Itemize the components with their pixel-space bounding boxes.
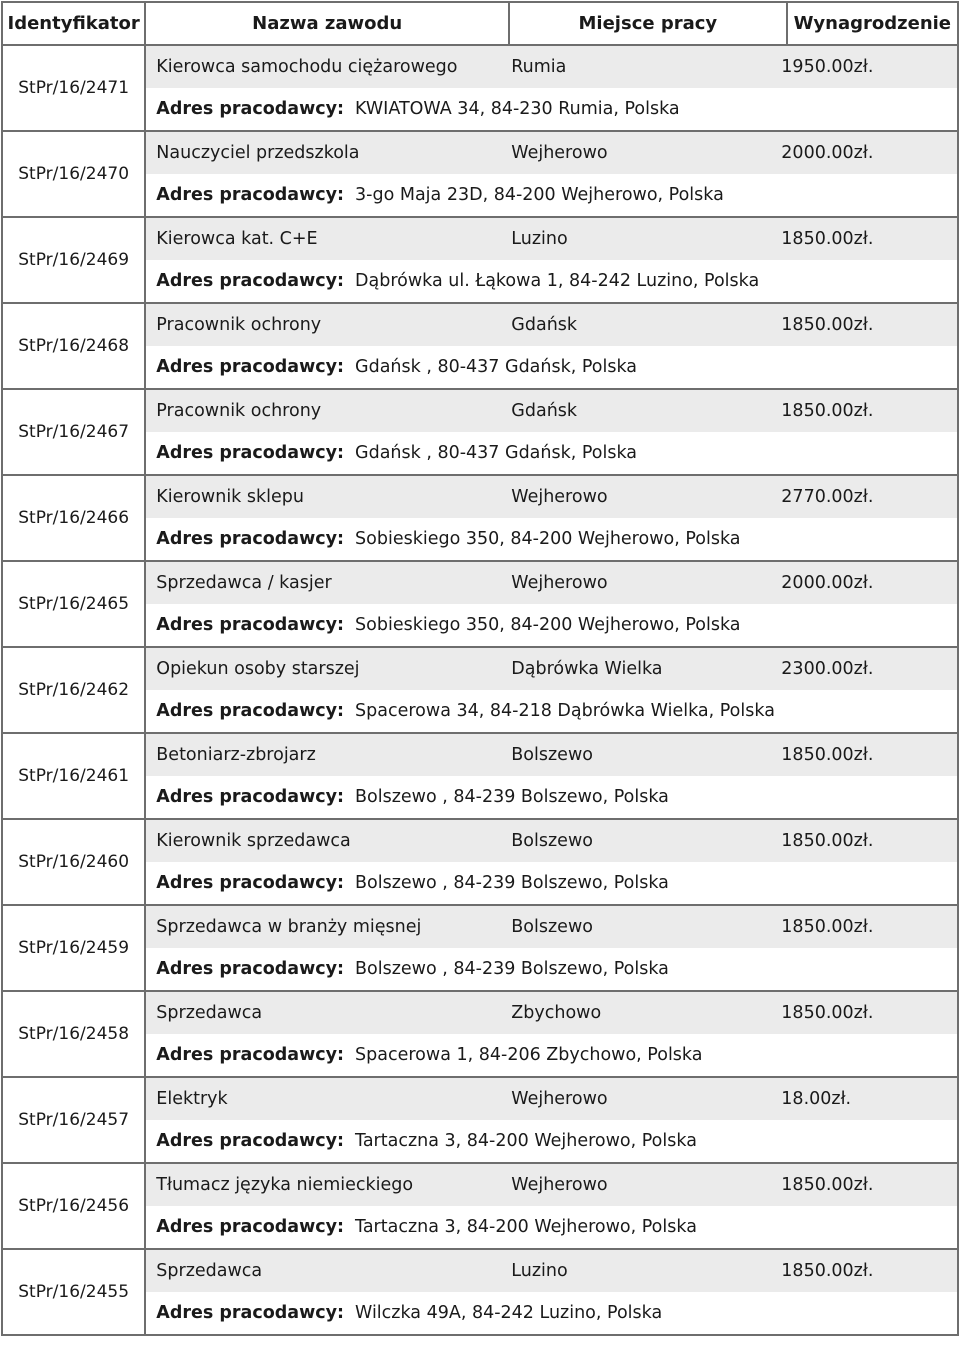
employer-address-line <box>146 432 957 474</box>
workplace: Bolszewo <box>511 831 593 851</box>
row-identifier: StPr/16/2467 <box>2 389 145 475</box>
employer-address: Spacerowa 1, 84-206 Zbychowo, Polska <box>355 1045 703 1065</box>
employer-address-label: Adres pracodawcy: <box>156 1131 345 1151</box>
job-record <box>145 389 958 475</box>
employer-address: Bolszewo , 84-239 Bolszewo, Polska <box>355 787 669 807</box>
row-identifier: StPr/16/2458 <box>2 991 145 1077</box>
header-salary: Wynagrodzenie <box>787 2 958 45</box>
table-row <box>2 217 958 303</box>
job-details-line <box>146 390 957 432</box>
salary: 2300.00zł. <box>781 659 874 679</box>
row-identifier: StPr/16/2459 <box>2 905 145 991</box>
table-row <box>2 991 958 1077</box>
workplace: Dąbrówka Wielka <box>511 659 663 679</box>
salary: 1850.00zł. <box>781 401 874 421</box>
employer-address-label: Adres pracodawcy: <box>156 1217 345 1237</box>
job-record <box>145 905 958 991</box>
workplace: Wejherowo <box>511 573 608 593</box>
job-record <box>145 1163 958 1249</box>
workplace: Wejherowo <box>511 1175 608 1195</box>
row-identifier: StPr/16/2461 <box>2 733 145 819</box>
job-name: Sprzedawca <box>156 1003 263 1023</box>
employer-address-line <box>146 690 957 732</box>
employer-address-line <box>146 1034 957 1076</box>
table-row <box>2 475 958 561</box>
table-row <box>2 1163 958 1249</box>
employer-address: Spacerowa 34, 84-218 Dąbrówka Wielka, Polska <box>355 701 775 721</box>
job-name: Kierownik sklepu <box>156 487 304 507</box>
salary: 1850.00zł. <box>781 831 874 851</box>
workplace: Rumia <box>511 57 567 77</box>
workplace: Zbychowo <box>511 1003 602 1023</box>
job-record <box>145 647 958 733</box>
row-identifier: StPr/16/2466 <box>2 475 145 561</box>
employer-address-line <box>146 1206 957 1248</box>
salary: 1850.00zł. <box>781 745 874 765</box>
workplace: Wejherowo <box>511 487 608 507</box>
job-record <box>145 475 958 561</box>
employer-address-label: Adres pracodawcy: <box>156 529 345 549</box>
job-details-line <box>146 46 957 88</box>
table-row <box>2 819 958 905</box>
salary: 2770.00zł. <box>781 487 874 507</box>
employer-address-line <box>146 1120 957 1162</box>
row-identifier: StPr/16/2471 <box>2 45 145 131</box>
job-details-line <box>146 1078 957 1120</box>
job-details-line <box>146 476 957 518</box>
row-identifier: StPr/16/2469 <box>2 217 145 303</box>
table-row <box>2 905 958 991</box>
workplace: Bolszewo <box>511 745 593 765</box>
workplace: Gdańsk <box>511 401 578 421</box>
row-identifier: StPr/16/2462 <box>2 647 145 733</box>
employer-address-line <box>146 174 957 216</box>
employer-address: Bolszewo , 84-239 Bolszewo, Polska <box>355 959 669 979</box>
job-record <box>145 819 958 905</box>
employer-address-line <box>146 604 957 646</box>
employer-address-line <box>146 518 957 560</box>
employer-address-line <box>146 776 957 818</box>
job-details-line <box>146 1164 957 1206</box>
salary: 2000.00zł. <box>781 143 874 163</box>
job-record <box>145 991 958 1077</box>
table-row <box>2 1249 958 1335</box>
table-row <box>2 131 958 217</box>
job-name: Nauczyciel przedszkola <box>156 143 360 163</box>
salary: 1850.00zł. <box>781 1003 874 1023</box>
employer-address-label: Adres pracodawcy: <box>156 1303 345 1323</box>
job-name: Sprzedawca <box>156 1261 263 1281</box>
employer-address: Tartaczna 3, 84-200 Wejherowo, Polska <box>355 1131 697 1151</box>
employer-address: Sobieskiego 350, 84-200 Wejherowo, Polska <box>355 615 741 635</box>
job-name: Kierowca samochodu ciężarowego <box>156 57 458 77</box>
job-details-line <box>146 562 957 604</box>
job-details-line <box>146 304 957 346</box>
job-name: Opiekun osoby starszej <box>156 659 360 679</box>
employer-address-label: Adres pracodawcy: <box>156 873 345 893</box>
job-name: Tłumacz języka niemieckiego <box>156 1175 414 1195</box>
row-identifier: StPr/16/2460 <box>2 819 145 905</box>
employer-address-line <box>146 260 957 302</box>
job-name: Pracownik ochrony <box>156 315 322 335</box>
employer-address: 3-go Maja 23D, 84-200 Wejherowo, Polska <box>355 185 724 205</box>
table-body <box>2 45 958 1335</box>
row-identifier: StPr/16/2465 <box>2 561 145 647</box>
employer-address-label: Adres pracodawcy: <box>156 271 345 291</box>
job-name: Betoniarz-zbrojarz <box>156 745 316 765</box>
job-details-line <box>146 992 957 1034</box>
table-row <box>2 647 958 733</box>
row-identifier: StPr/16/2455 <box>2 1249 145 1335</box>
header-identifier: Identyfikator <box>2 2 145 45</box>
table-row <box>2 1077 958 1163</box>
salary: 1850.00zł. <box>781 229 874 249</box>
employer-address-label: Adres pracodawcy: <box>156 787 345 807</box>
employer-address: Bolszewo , 84-239 Bolszewo, Polska <box>355 873 669 893</box>
job-name: Sprzedawca / kasjer <box>156 573 332 593</box>
salary: 1850.00zł. <box>781 1175 874 1195</box>
employer-address-label: Adres pracodawcy: <box>156 959 345 979</box>
employer-address: Sobieskiego 350, 84-200 Wejherowo, Polska <box>355 529 741 549</box>
job-name: Sprzedawca w branży mięsnej <box>156 917 422 937</box>
employer-address-line <box>146 1292 957 1334</box>
table-row <box>2 561 958 647</box>
employer-address: Dąbrówka ul. Łąkowa 1, 84-242 Luzino, Polska <box>355 271 760 291</box>
row-identifier: StPr/16/2470 <box>2 131 145 217</box>
employer-address-label: Adres pracodawcy: <box>156 443 345 463</box>
job-record <box>145 45 958 131</box>
employer-address-label: Adres pracodawcy: <box>156 185 345 205</box>
employer-address-line <box>146 346 957 388</box>
salary: 1850.00zł. <box>781 315 874 335</box>
employer-address: KWIATOWA 34, 84-230 Rumia, Polska <box>355 99 680 119</box>
job-offers-table <box>1 1 959 1336</box>
workplace: Luzino <box>511 1261 568 1281</box>
job-name: Pracownik ochrony <box>156 401 322 421</box>
job-name: Elektryk <box>156 1089 228 1109</box>
job-details-line <box>146 906 957 948</box>
job-record <box>145 1077 958 1163</box>
workplace: Wejherowo <box>511 1089 608 1109</box>
salary: 1850.00zł. <box>781 1261 874 1281</box>
workplace: Wejherowo <box>511 143 608 163</box>
table-row <box>2 733 958 819</box>
workplace: Gdańsk <box>511 315 578 335</box>
row-identifier: StPr/16/2456 <box>2 1163 145 1249</box>
table-row <box>2 389 958 475</box>
salary: 18.00zł. <box>781 1089 852 1109</box>
job-record <box>145 303 958 389</box>
salary: 2000.00zł. <box>781 573 874 593</box>
header-job-name: Nazwa zawodu <box>145 2 509 45</box>
employer-address: Wilczka 49A, 84-242 Luzino, Polska <box>355 1303 663 1323</box>
job-record <box>145 1249 958 1335</box>
employer-address-label: Adres pracodawcy: <box>156 615 345 635</box>
table-header-row <box>2 2 958 45</box>
job-record <box>145 131 958 217</box>
row-identifier: StPr/16/2457 <box>2 1077 145 1163</box>
employer-address-label: Adres pracodawcy: <box>156 701 345 721</box>
employer-address-label: Adres pracodawcy: <box>156 1045 345 1065</box>
job-details-line <box>146 1250 957 1292</box>
employer-address-line <box>146 88 957 130</box>
workplace: Luzino <box>511 229 568 249</box>
table-row <box>2 303 958 389</box>
workplace: Bolszewo <box>511 917 593 937</box>
job-details-line <box>146 648 957 690</box>
employer-address-line <box>146 948 957 990</box>
job-details-line <box>146 820 957 862</box>
employer-address: Gdańsk , 80-437 Gdańsk, Polska <box>355 357 638 377</box>
employer-address-line <box>146 862 957 904</box>
employer-address-label: Adres pracodawcy: <box>156 357 345 377</box>
job-details-line <box>146 132 957 174</box>
table-row <box>2 45 958 131</box>
row-identifier: StPr/16/2468 <box>2 303 145 389</box>
employer-address-label: Adres pracodawcy: <box>156 99 345 119</box>
employer-address: Gdańsk , 80-437 Gdańsk, Polska <box>355 443 638 463</box>
header-workplace: Miejsce pracy <box>509 2 787 45</box>
job-details-line <box>146 218 957 260</box>
salary: 1850.00zł. <box>781 917 874 937</box>
job-record <box>145 561 958 647</box>
salary: 1950.00zł. <box>781 57 874 77</box>
job-record <box>145 217 958 303</box>
job-record <box>145 733 958 819</box>
job-name: Kierownik sprzedawca <box>156 831 351 851</box>
job-details-line <box>146 734 957 776</box>
employer-address: Tartaczna 3, 84-200 Wejherowo, Polska <box>355 1217 697 1237</box>
job-name: Kierowca kat. C+E <box>156 229 318 249</box>
